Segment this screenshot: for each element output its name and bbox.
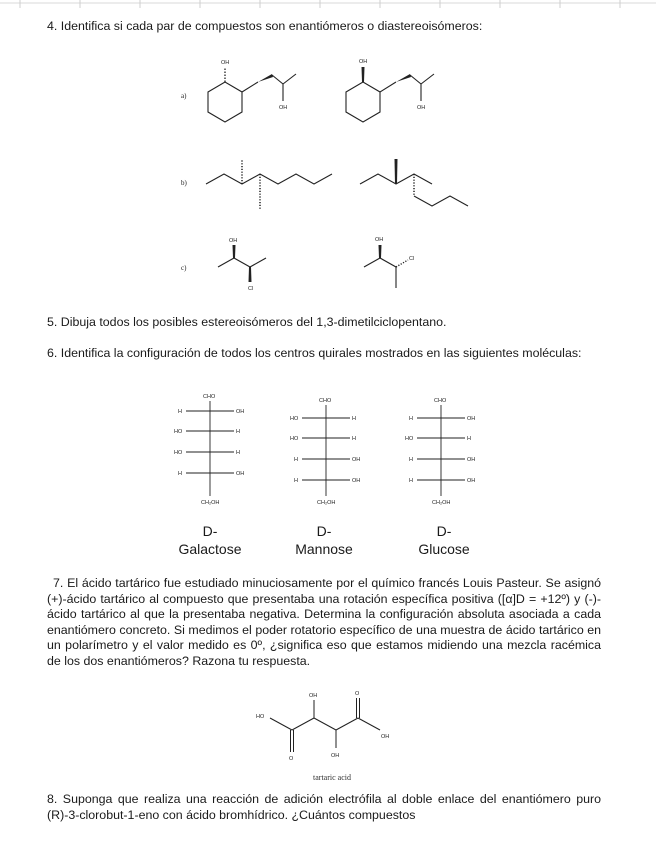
svg-text:H: H bbox=[409, 457, 413, 463]
svg-text:H: H bbox=[236, 429, 240, 435]
svg-text:CHO: CHO bbox=[319, 398, 332, 404]
pair-c-label: c) bbox=[181, 264, 187, 272]
svg-text:HO: HO bbox=[174, 429, 183, 435]
svg-text:CHO: CHO bbox=[203, 394, 216, 400]
svg-text:CHO: CHO bbox=[434, 398, 447, 404]
svg-text:H: H bbox=[467, 436, 471, 442]
q4-pair-a-structures bbox=[0, 40, 656, 130]
svg-text:O: O bbox=[289, 756, 294, 762]
svg-text:OH: OH bbox=[467, 478, 476, 484]
fischer-glucose bbox=[405, 398, 475, 506]
svg-text:OH: OH bbox=[236, 409, 245, 415]
svg-text:OH: OH bbox=[229, 238, 238, 244]
svg-text:OH: OH bbox=[309, 693, 318, 699]
svg-text:OH: OH bbox=[417, 105, 426, 111]
fischer-galactose bbox=[174, 394, 244, 506]
question-5: 5. Dibuja todos los posibles estereoisómeros del 1,3-dimetilciclopentano. bbox=[47, 315, 447, 329]
svg-text:OH: OH bbox=[352, 478, 361, 484]
pair-a-label: a) bbox=[181, 92, 187, 100]
svg-text:HO: HO bbox=[290, 436, 299, 442]
question-8: 8. Suponga que realiza una reacción de adición electrófila al doble enlace del enantiómero puro (R)-3-clorobut-1-eno con ácido bromhídrico. ¿Cuántos compuestos bbox=[47, 792, 601, 822]
svg-text:OH: OH bbox=[236, 471, 245, 477]
svg-text:OH: OH bbox=[359, 59, 368, 65]
question-6: 6. Identifica la configuración de todos los centros quirales mostrados en las siguientes moléculas: bbox=[47, 346, 582, 360]
svg-text:HO: HO bbox=[256, 714, 265, 720]
sugar-label-mannose: D- Mannose bbox=[295, 523, 353, 557]
svg-text:H: H bbox=[352, 416, 356, 422]
svg-text:CH₂OH: CH₂OH bbox=[317, 500, 336, 506]
svg-text:OH: OH bbox=[381, 734, 390, 740]
fischer-projections bbox=[0, 390, 656, 515]
pair-b-label: b) bbox=[181, 179, 187, 187]
svg-text:H: H bbox=[294, 457, 298, 463]
fischer-mannose bbox=[290, 398, 360, 506]
tartaric-caption: tartaric acid bbox=[313, 773, 351, 782]
svg-text:H: H bbox=[178, 409, 182, 415]
question-4: 4. Identifica si cada par de compuestos son enantiómeros o diastereoisómeros: bbox=[47, 19, 483, 33]
svg-text:OH: OH bbox=[221, 60, 230, 66]
svg-text:CH₂OH: CH₂OH bbox=[432, 500, 451, 506]
svg-text:OH: OH bbox=[331, 753, 340, 759]
svg-text:Cl: Cl bbox=[248, 286, 254, 292]
tartaric-acid-structure bbox=[0, 688, 656, 788]
q4-pair-c-structures bbox=[0, 232, 656, 302]
svg-text:O: O bbox=[355, 691, 360, 697]
svg-text:OH: OH bbox=[375, 237, 384, 243]
svg-text:H: H bbox=[294, 478, 298, 484]
svg-text:H: H bbox=[352, 436, 356, 442]
svg-text:OH: OH bbox=[467, 457, 476, 463]
question-7: 7. El ácido tartárico fue estudiado minuciosamente por el químico francés Louis Pasteur. Se asignó (+)-ácido tartárico al compuesto que presentaba una rotación específica positiva ([α]D = +12º) y (-)-ácido tartárico al que la presentaba negativa. Determina la configuración absoluta asociada a cada enantiómero concreto. Si medimos el poder rotatorio específico de una muestra de ácido tartárico en un polarímetro y el valor medido es 0º, ¿significa eso que estamos midiendo una mezcla racémica de los dos enantiómeros? Razona tu respuesta. bbox=[47, 576, 601, 668]
svg-text:OH: OH bbox=[279, 105, 288, 111]
svg-text:H: H bbox=[409, 478, 413, 484]
svg-text:OH: OH bbox=[467, 416, 476, 422]
svg-text:HO: HO bbox=[405, 436, 414, 442]
q4-pair-b-structures bbox=[0, 150, 656, 225]
svg-text:H: H bbox=[409, 416, 413, 422]
page-top-ruler bbox=[0, 0, 656, 10]
svg-text:H: H bbox=[236, 450, 240, 456]
svg-text:HO: HO bbox=[174, 450, 183, 456]
sugar-label-galactose: D- Galactose bbox=[178, 523, 242, 557]
svg-text:OH: OH bbox=[352, 457, 361, 463]
svg-text:H: H bbox=[178, 471, 182, 477]
svg-text:HO: HO bbox=[290, 416, 299, 422]
sugar-label-glucose: D- Glucose bbox=[418, 523, 470, 557]
svg-text:CH₂OH: CH₂OH bbox=[201, 500, 220, 506]
svg-text:Cl: Cl bbox=[409, 256, 415, 262]
